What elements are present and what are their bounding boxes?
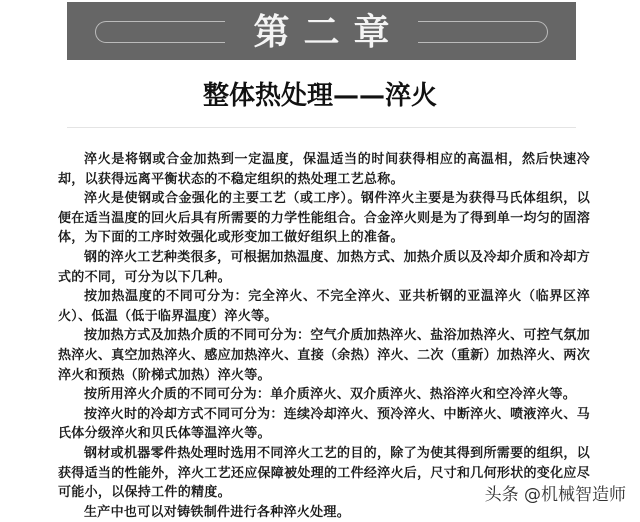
paragraph: 淬火是使钢或合金强化的主要工艺（或工序）。钢件淬火主要是为获得马氏体组织，以便在适当温度的回火后具有所需要的力学性能组合。合金淬火则是为了得到单一均匀的固溶体，为下面的工序时效强化或形变加工做好组织上的准备。 xyxy=(58,191,591,246)
paragraph: 按加热方式及加热介质的不同可分为：空气介质加热淬火、盐浴加热淬火、可控气氛加热淬火、真空加热淬火、感应加热淬火、直接（余热）淬火、二次（重新）加热淬火、两次淬火和预热（阶梯式加热）淬火等。 xyxy=(58,328,591,383)
paragraph: 按淬火时的冷却方式不同可分为：连续冷却淬火、预冷淬火、中断淬火、喷液淬火、马氏体分级淬火和贝氏体等温淬火等。 xyxy=(58,406,590,442)
chapter-heading: 第二章 xyxy=(253,11,404,53)
watermark: 头条 @机械智造师 xyxy=(483,480,628,505)
paragraph: 按所用淬火介质的不同可分为：单介质淬火、双介质淬火、热浴淬火和空冷淬火等。 xyxy=(84,387,577,403)
paragraph: 钢的淬火工艺种类很多，可根据加热温度、加热方式、加热介质以及冷却介质和冷却方式的不同，可分为以下几种。 xyxy=(58,249,590,285)
chapter-banner xyxy=(67,2,576,60)
section-title: 整体热处理——淬火 xyxy=(202,81,437,111)
paragraph: 钢材或机器零件热处理时选用不同淬火工艺的目的，除了为使其得到所需要的组织，以获得适当的性能外，淬火工艺还应保障被处理的工件经淬火后，尺寸和几何形状的变化应尽可能小，以保持工件的精度。 xyxy=(58,445,591,501)
divider xyxy=(67,127,576,128)
paragraph: 淬火是将钢或合金加热到一定温度，保温适当的时间获得相应的高温相，然后快速冷却，以获得远离平衡状态的不稳定组织的热处理工艺总称。 xyxy=(58,152,590,187)
paragraph: 按加热温度的不同可分为：完全淬火、不完全淬火、亚共析钢的亚温淬火（临界区淬火）、低温（低于临界温度）淬火等。 xyxy=(58,289,590,324)
paragraph: 生产中也可以对铸铁制件进行各种淬火处理。 xyxy=(84,504,351,520)
body-text xyxy=(58,150,590,522)
